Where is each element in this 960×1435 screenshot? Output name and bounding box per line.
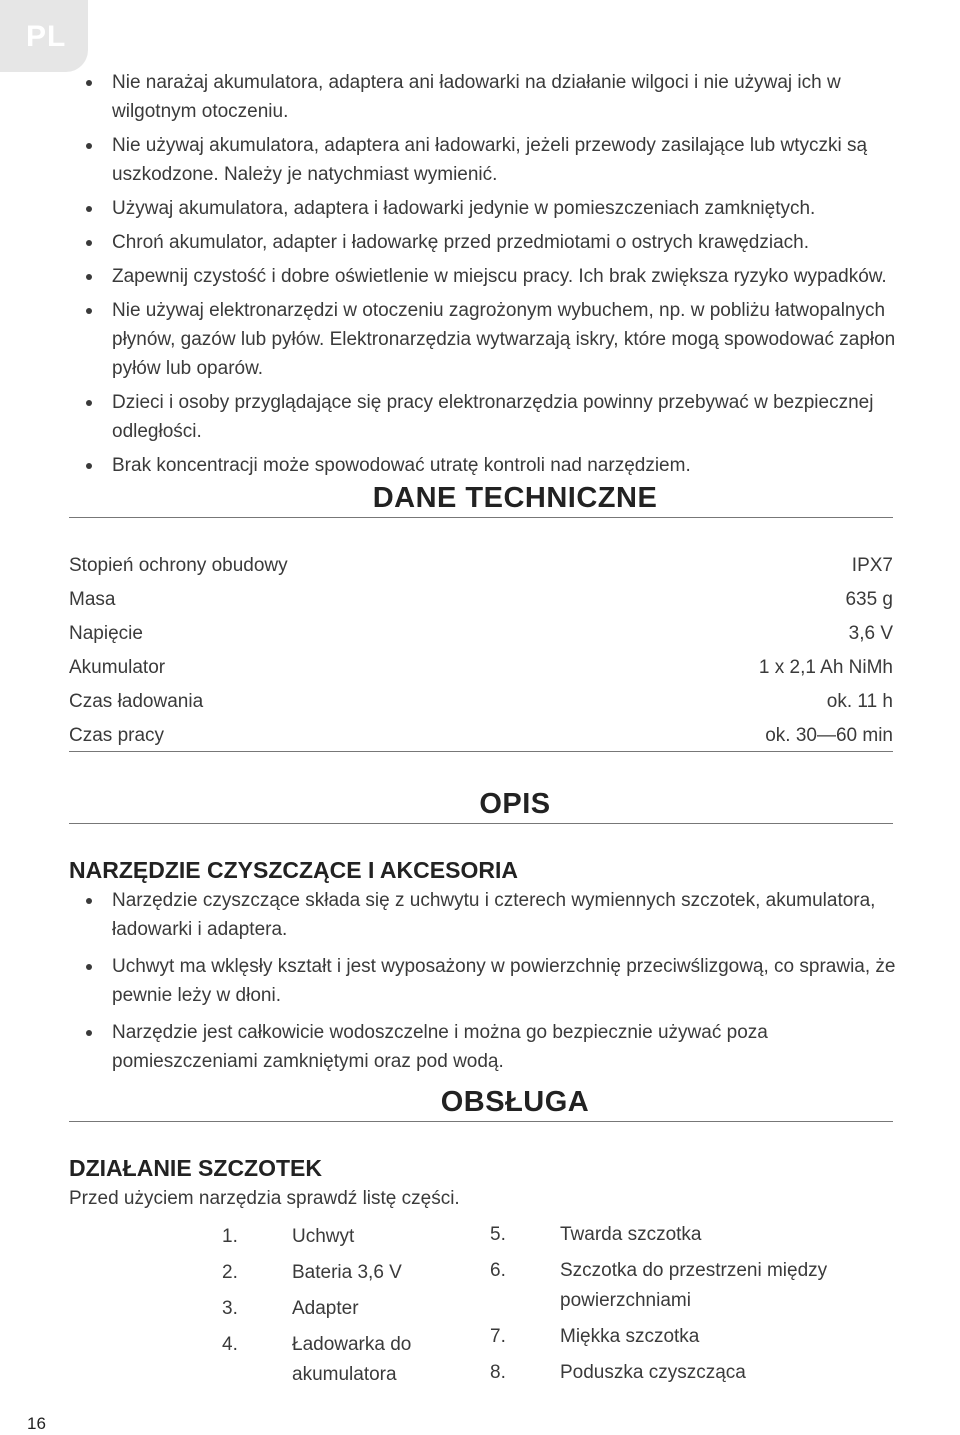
accessories-heading: NARZĘDZIE CZYSZCZĄCE I AKCESORIA [69,857,518,883]
accessory-item: Narzędzie czyszczące składa się z uchwytu i czterech wymiennych szczotek, akumulatora, ładowarki i adaptera. [86,886,906,944]
part-label: Miękka szczotka [560,1326,700,1347]
part-label: Twarda szczotka [560,1224,702,1245]
safety-item: Chroń akumulator, adapter i ładowarkę przed przedmiotami o ostrych krawędziach. [86,228,906,257]
part-number: 5. [490,1224,506,1245]
part-label: Adapter [292,1298,359,1319]
spec-label: Akumulator [69,657,166,678]
spec-row [69,719,893,753]
tech-top-rule [69,517,893,518]
part-label: Szczotka do przestrzeni między powierzchniami [560,1260,828,1311]
spec-label: Napięcie [69,623,143,644]
safety-item: Brak koncentracji może spowodować utratę kontroli nad narzędziem. [86,451,906,480]
language-tab [0,0,88,72]
accessory-item: Narzędzie jest całkowicie wodoszczelne i można go bezpiecznie używać poza pomieszczeniami zamkniętymi oraz pod wodą. [86,1018,906,1076]
part-item [222,1222,492,1252]
spec-row [69,685,893,719]
safety-list [86,68,906,485]
obsluga-section-title: OBSŁUGA [440,1086,590,1118]
part-number: 6. [490,1260,506,1281]
brushes-heading: DZIAŁANIE SZCZOTEK [69,1155,322,1181]
language-code: PL [26,20,67,53]
part-item [490,1256,830,1316]
spec-label: Czas pracy [69,725,165,746]
spec-value: 3,6 V [848,623,893,644]
spec-label: Stopień ochrony obudowy [69,555,288,576]
spec-row [69,583,893,617]
safety-item: Nie narażaj akumulatora, adaptera ani ładowarki na działanie wilgoci i nie używaj ich w wilgotnym otoczeniu. [86,68,906,126]
spec-label: Czas ładowania [69,691,204,712]
safety-item: Używaj akumulatora, adaptera i ładowarki jedynie w pomieszczeniach zamkniętych. [86,194,906,223]
parts-intro: Przed użyciem narzędzia sprawdź listę części. [69,1188,460,1209]
part-number: 3. [222,1298,238,1319]
spec-label: Masa [69,589,116,610]
parts-list-left [222,1222,492,1396]
part-number: 2. [222,1262,238,1283]
part-number: 8. [490,1362,506,1383]
tech-section-title: DANE TECHNICZNE [372,482,658,514]
spec-row [69,617,893,651]
obsluga-rule [69,1121,893,1122]
part-label: Bateria 3,6 V [292,1262,402,1283]
parts-list-right [490,1220,830,1394]
part-item [222,1258,492,1288]
safety-item: Zapewnij czystość i dobre oświetlenie w miejscu pracy. Ich brak zwiększa ryzyko wypadków. [86,262,906,291]
part-number: 1. [222,1226,238,1247]
opis-section-title: OPIS [479,788,551,820]
spec-value: IPX7 [851,555,893,576]
safety-item: Nie używaj akumulatora, adaptera ani ładowarki, jeżeli przewody zasilające lub wtyczki są uszkodzone. Należy je natychmiast wymienić. [86,131,906,189]
safety-item: Dzieci i osoby przyglądające się pracy elektronarzędzia powinny przebywać w bezpiecznej odległości. [86,388,906,446]
spec-value: 635 g [845,589,893,610]
page-number: 16 [27,1414,46,1433]
part-number: 7. [490,1326,506,1347]
spec-value: ok. 11 h [826,691,893,712]
part-label: Uchwyt [292,1226,355,1247]
part-item [490,1322,830,1352]
tech-specs-table [69,549,893,753]
spec-row [69,651,893,685]
spec-row [69,549,893,583]
safety-item: Nie używaj elektronarzędzi w otoczeniu zagrożonym wybuchem, np. w pobliżu łatwopalnych płynów, gazów lub pyłów. Elektronarzędzia wytwarzają iskry, które mogą spowodować zapłon pyłów lub oparów. [86,296,906,383]
spec-value: ok. 30—60 min [765,725,893,746]
spec-value: 1 x 2,1 Ah NiMh [758,657,893,678]
part-label: Poduszka czyszcząca [560,1362,746,1383]
opis-rule [69,823,893,824]
accessories-list [86,886,906,1084]
part-label: Ładowarka do akumulatora [292,1334,412,1385]
tech-bottom-rule [69,751,893,752]
part-number: 4. [222,1334,238,1355]
part-item [490,1358,830,1388]
accessory-item: Uchwyt ma wklęsły kształt i jest wyposażony w powierzchnię przeciwślizgową, co sprawia, że pewnie leży w dłoni. [86,952,906,1010]
part-item [490,1220,830,1250]
part-item [222,1294,492,1324]
part-item [222,1330,492,1390]
